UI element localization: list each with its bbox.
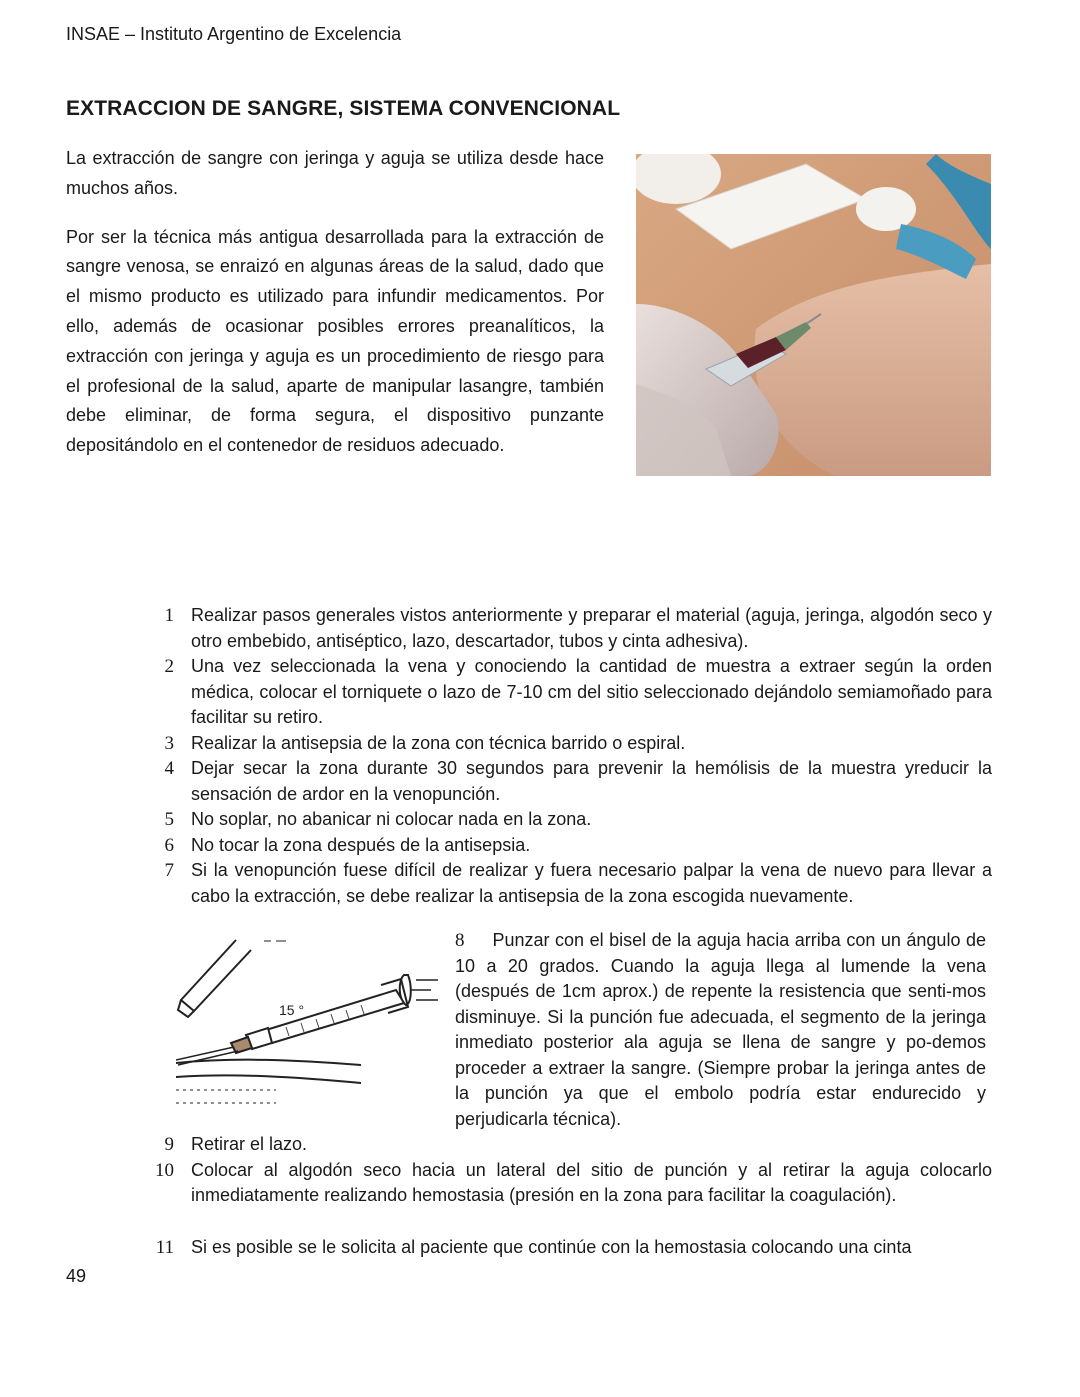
syringe-diagram xyxy=(176,935,444,1111)
steps-list-11 xyxy=(150,1235,992,1261)
section-title: EXTRACCION DE SANGRE, SISTEMA CONVENCIONAL xyxy=(66,97,621,120)
blood-draw-photo xyxy=(636,154,991,476)
step-text: Retirar el lazo. xyxy=(191,1134,308,1154)
step-text: Si la venopunción fuese difícil de realizar y fuera necesario palpar la vena de nuevo para llevar a cabo la extracción, se debe realizar la antisepsia de la zona escogida nuevamente. xyxy=(191,860,992,906)
steps-list-1-7 xyxy=(150,603,992,909)
blood-draw-photo-illustration xyxy=(636,154,991,476)
step-text: No soplar, no abanicar ni colocar nada en la zona. xyxy=(191,809,592,829)
step-text: Colocar al algodón seco hacia un lateral del sitio de punción y al retirar la aguja colocarlo inmediatamente realizando hemostasia (presión en la zona para facilitar la coagulación). xyxy=(191,1159,992,1205)
step-number: 9 xyxy=(164,1134,174,1155)
step-number: 1 xyxy=(164,605,174,626)
intro-paragraph-1: La extracción de sangre con jeringa y aguja se utiliza desde hace muchos años. xyxy=(66,148,604,198)
step-number: 7 xyxy=(164,860,174,881)
step-text: Dejar secar la zona durante 30 segundos para prevenir la hemólisis de la muestra yreducir la sensación de ardor en la venopunción. xyxy=(191,758,992,804)
list-item xyxy=(150,1158,992,1209)
step-text: Realizar pasos generales vistos anteriormente y preparar el material (aguja, jeringa, algodón seco y otro embebido, antiséptico, lazo, descartador, tubos y cinta adhesiva). xyxy=(191,605,992,651)
list-item xyxy=(150,833,992,859)
list-item xyxy=(150,1235,992,1261)
steps-list-9-10 xyxy=(150,1132,992,1209)
intro-text xyxy=(66,144,604,480)
step-number: 3 xyxy=(164,732,174,754)
page-header: INSAE – Instituto Argentino de Excelencia xyxy=(66,24,402,44)
step-number: 2 xyxy=(164,656,174,677)
step-number: 10 xyxy=(155,1159,174,1181)
intro-paragraph-2: Por ser la técnica más antigua desarrollada para la extracción de sangre venosa, se enraizó en algunas áreas de la salud, dado que el mismo producto es utilizado para infundir medicamentos. Por ello, además de ocasionar posibles errores preanalíticos, la extracción con jeringa y aguja es un procedimiento de riesgo para el profesional de la salud, aparte de manipular lasangre, también debe eliminar, de forma segura, el dispositivo punzante depositándolo en el contenedor de residuos adecuado. xyxy=(66,226,604,456)
step-text: Si es posible se le solicita al paciente que continúe con la hemostasia colocando una cinta xyxy=(191,1237,912,1257)
list-item xyxy=(150,807,992,833)
step-text: Una vez seleccionada la vena y conociendo la cantidad de muestra a extraer según la orden médica, colocar el torniquete o lazo de 7-10 cm del sitio seleccionado dejándolo semiamoñado para facilitar su retiro. xyxy=(191,656,992,727)
step-text: Realizar la antisepsia de la zona con técnica barrido o espiral. xyxy=(191,732,686,753)
list-item xyxy=(150,654,992,731)
angle-label: 15 ° xyxy=(279,1002,305,1018)
list-item xyxy=(150,603,992,654)
page-number: 49 xyxy=(66,1266,87,1286)
step-number: 6 xyxy=(164,834,174,856)
step-text: No tocar la zona después de la antisepsia. xyxy=(191,834,531,855)
list-item xyxy=(455,928,986,1132)
list-item xyxy=(150,1132,992,1158)
list-item xyxy=(150,858,992,909)
step-number: 4 xyxy=(164,758,174,779)
list-item xyxy=(150,756,992,807)
step-number: 11 xyxy=(155,1237,174,1258)
step-number: 8 xyxy=(455,930,465,951)
step-number: 5 xyxy=(164,809,174,830)
list-item xyxy=(150,731,992,757)
syringe-angle-illustration xyxy=(176,935,444,1111)
step-text: Punzar con el bisel de la aguja hacia arriba con un ángulo de 10 a 20 grados. Cuando la aguja llega al lumende la vena (después de 1cm aprox.) de repente la resistencia que senti-mos disminuye. Si la punción fue adecuada, el segmento de la jeringa inmediato posterior ala aguja se llena de sangre y po-demos proceder a extraer la sangre. (Siempre probar la jeringa antes de la punción ya que el embolo podría estar endurecido y perjudicarla técnica). xyxy=(455,930,986,1129)
